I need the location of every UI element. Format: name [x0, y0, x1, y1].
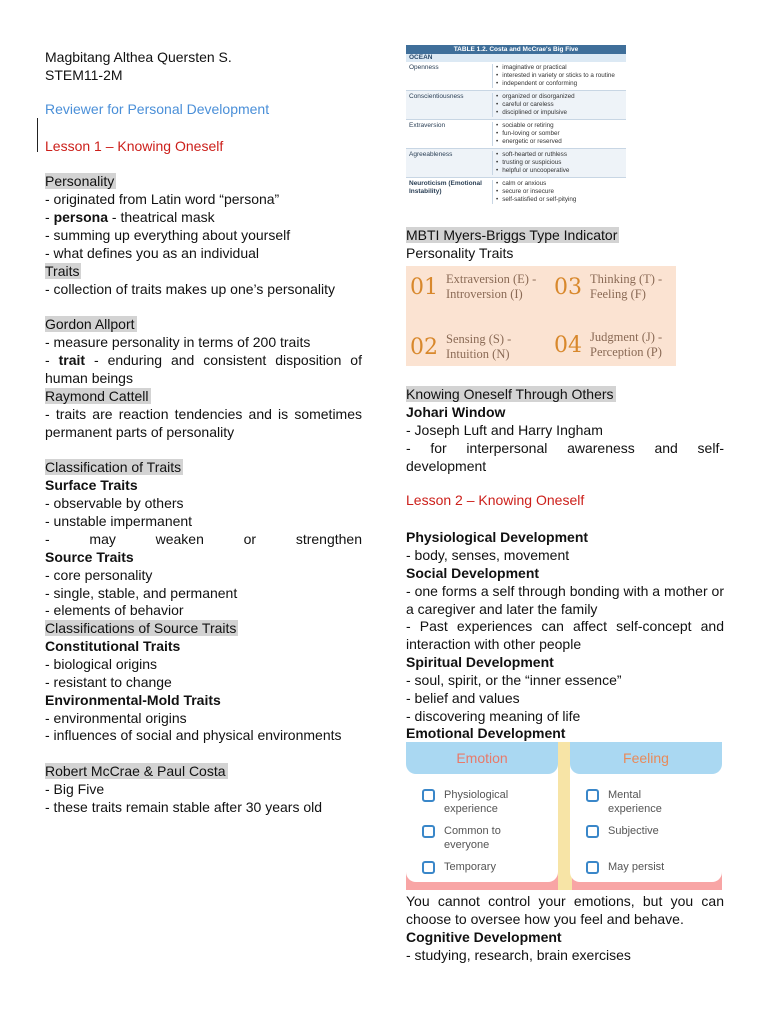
- traits-point: - collection of traits makes up one’s personality: [45, 281, 335, 297]
- big-five-row: [406, 91, 626, 120]
- constitutional-point: - resistant to change: [45, 674, 172, 690]
- feeling-heading: Feeling: [570, 742, 722, 774]
- heading-environmental-mold: Environmental-Mold Traits: [45, 692, 221, 708]
- student-name: Magbitang Althea Quersten S.: [45, 49, 232, 65]
- feeling-card: [570, 742, 722, 882]
- johari-point: - Joseph Luft and Harry Ingham: [406, 422, 603, 438]
- heading-cognitive: Cognitive Development: [406, 929, 562, 945]
- heading-physiological: Physiological Development: [406, 529, 589, 545]
- trait-item: • independent or conforming: [496, 80, 626, 88]
- checkbox-icon: [422, 789, 435, 802]
- emotion-item: Temporary: [422, 860, 496, 874]
- surface-point: - unstable impermanent: [45, 513, 193, 529]
- trait-name: Openness: [409, 64, 439, 71]
- emotion-card: [406, 742, 558, 882]
- trait-item: • helpful or uncooperative: [496, 167, 626, 175]
- emotion-heading: Emotion: [406, 742, 558, 774]
- trait-item: • self-satisfied or self-pitying: [496, 196, 626, 204]
- physio-point: - body, senses, movement: [406, 547, 570, 563]
- document-title: Reviewer for Personal Development: [45, 101, 270, 117]
- heading-surface-traits: Surface Traits: [45, 477, 138, 493]
- emotion-item: Physiological experience: [422, 788, 508, 816]
- mbti-number: 01: [410, 274, 438, 300]
- mbti-item: 03 Thinking (T) - Feeling (F): [554, 272, 663, 301]
- personality-point: - summing up everything about yourself: [45, 227, 291, 243]
- source-point: - elements of behavior: [45, 602, 184, 618]
- trait-item: • organized or disorganized: [496, 93, 626, 101]
- trait-item: • sociable or retiring: [496, 122, 626, 130]
- lesson1-heading: Lesson 1 – Knowing Oneself: [45, 138, 224, 154]
- cattell-point: - traits are reaction tendencies and is sometimes permanent parts of personality: [45, 406, 362, 440]
- trait-item: • interested in variety or sticks to a routine: [496, 72, 626, 80]
- trait-item: • fun-loving or somber: [496, 130, 626, 138]
- checkbox-icon: [422, 825, 435, 838]
- trait-name: Agreeableness: [409, 151, 453, 158]
- checkbox-icon: [586, 789, 599, 802]
- johari-point: - for interpersonal awareness and self-development: [406, 440, 724, 474]
- trait-item: • soft-hearted or ruthless: [496, 151, 626, 159]
- allport-point: - trait - enduring and consistent disposition of human beings: [45, 352, 362, 386]
- personality-point: - persona - theatrical mask: [45, 209, 215, 225]
- heading-spiritual: Spiritual Development: [406, 654, 554, 670]
- envmold-point: - influences of social and physical environments: [45, 727, 342, 743]
- envmold-point: - environmental origins: [45, 710, 187, 726]
- heading-cattell: Raymond Cattell: [45, 388, 149, 404]
- mbti-number: 02: [410, 334, 438, 360]
- big-five-row: [406, 62, 626, 91]
- feeling-item: May persist: [586, 860, 664, 874]
- text-cursor: [37, 118, 38, 152]
- constitutional-point: - biological origins: [45, 656, 158, 672]
- heading-social: Social Development: [406, 565, 540, 581]
- heading-mccrae-costa: Robert McCrae & Paul Costa: [45, 763, 226, 779]
- emotion-feeling-graphic: [406, 742, 722, 890]
- spiritual-point: - belief and values: [406, 690, 520, 706]
- heading-mbti: MBTI Myers-Briggs Type Indicator: [406, 227, 618, 243]
- lesson2-heading: Lesson 2 – Knowing Oneself: [406, 492, 585, 508]
- source-point: - core personality: [45, 567, 153, 583]
- social-point: - Past experiences can affect self-concept and interaction with other people: [406, 618, 724, 652]
- mccrae-point: - these traits remain stable after 30 years old: [45, 799, 323, 815]
- trait-item: • energetic or reserved: [496, 138, 626, 146]
- trait-item: • calm or anxious: [496, 180, 626, 188]
- big-five-table: [406, 45, 626, 225]
- mbti-number: 03: [554, 274, 582, 300]
- big-five-row: [406, 120, 626, 149]
- big-five-row: [406, 149, 626, 178]
- heading-emotional: Emotional Development: [406, 725, 566, 741]
- social-point: - one forms a self through bonding with a mother or a caregiver and later the family: [406, 583, 724, 617]
- trait-item: • careful or careless: [496, 101, 626, 109]
- surface-point: - observable by others: [45, 495, 184, 511]
- source-point: - single, stable, and permanent: [45, 585, 238, 601]
- feeling-item: Mental experience: [586, 788, 662, 816]
- heading-allport: Gordon Allport: [45, 316, 135, 332]
- checkbox-icon: [586, 861, 599, 874]
- mccrae-point: - Big Five: [45, 781, 105, 797]
- personality-point: - what defines you as an individual: [45, 245, 260, 261]
- heading-source-traits: Source Traits: [45, 549, 134, 565]
- surface-point: - may weaken or strengthen: [45, 531, 362, 547]
- spiritual-point: - discovering meaning of life: [406, 708, 581, 724]
- heading-personality: Personality: [45, 173, 115, 189]
- trait-item: • trusting or suspicious: [496, 159, 626, 167]
- trait-item: • secure or insecure: [496, 188, 626, 196]
- allport-point: - measure personality in terms of 200 traits: [45, 334, 311, 350]
- heading-johari: Johari Window: [406, 404, 506, 420]
- personality-point: - originated from Latin word “persona”: [45, 191, 280, 207]
- heading-classifications-source: Classifications of Source Traits: [45, 620, 237, 636]
- checkbox-icon: [422, 861, 435, 874]
- big-five-row: [406, 178, 626, 206]
- mbti-item: 01 Extraversion (E) - Introversion (I): [410, 272, 537, 301]
- emotion-item: Common to everyone: [422, 824, 501, 852]
- spiritual-point: - soul, spirit, or the “inner essence”: [406, 672, 622, 688]
- big-five-table-subheader: OCEAN: [406, 54, 626, 62]
- student-section: STEM11-2M: [45, 67, 123, 83]
- emotion-note: You cannot control your emotions, but you can choose to oversee how you feel and behave.: [406, 893, 724, 927]
- big-five-table-title: TABLE 1.2. Costa and McCrae's Big Five: [406, 45, 626, 54]
- trait-name: Neuroticism (Emotional Instability): [409, 180, 482, 195]
- personality-traits-label: Personality Traits: [406, 245, 514, 261]
- heading-constitutional: Constitutional Traits: [45, 638, 181, 654]
- trait-name: Extraversion: [409, 122, 446, 129]
- mbti-item: 04 Judgment (J) - Perception (P): [554, 330, 663, 359]
- feeling-item: Subjective: [586, 824, 659, 838]
- mbti-number: 04: [554, 332, 582, 358]
- trait-item: • imaginative or practical: [496, 64, 626, 72]
- heading-classification: Classification of Traits: [45, 459, 182, 475]
- mbti-item: 02 Sensing (S) - Intuition (N): [410, 332, 512, 361]
- trait-item: • disciplined or impulsive: [496, 109, 626, 117]
- heading-knowing-others: Knowing Oneself Through Others: [406, 386, 614, 402]
- checkbox-icon: [586, 825, 599, 838]
- trait-name: Conscientiousness: [409, 93, 464, 100]
- cognitive-point: - studying, research, brain exercises: [406, 947, 631, 963]
- mbti-graphic: [406, 266, 676, 366]
- heading-traits: Traits: [45, 263, 80, 279]
